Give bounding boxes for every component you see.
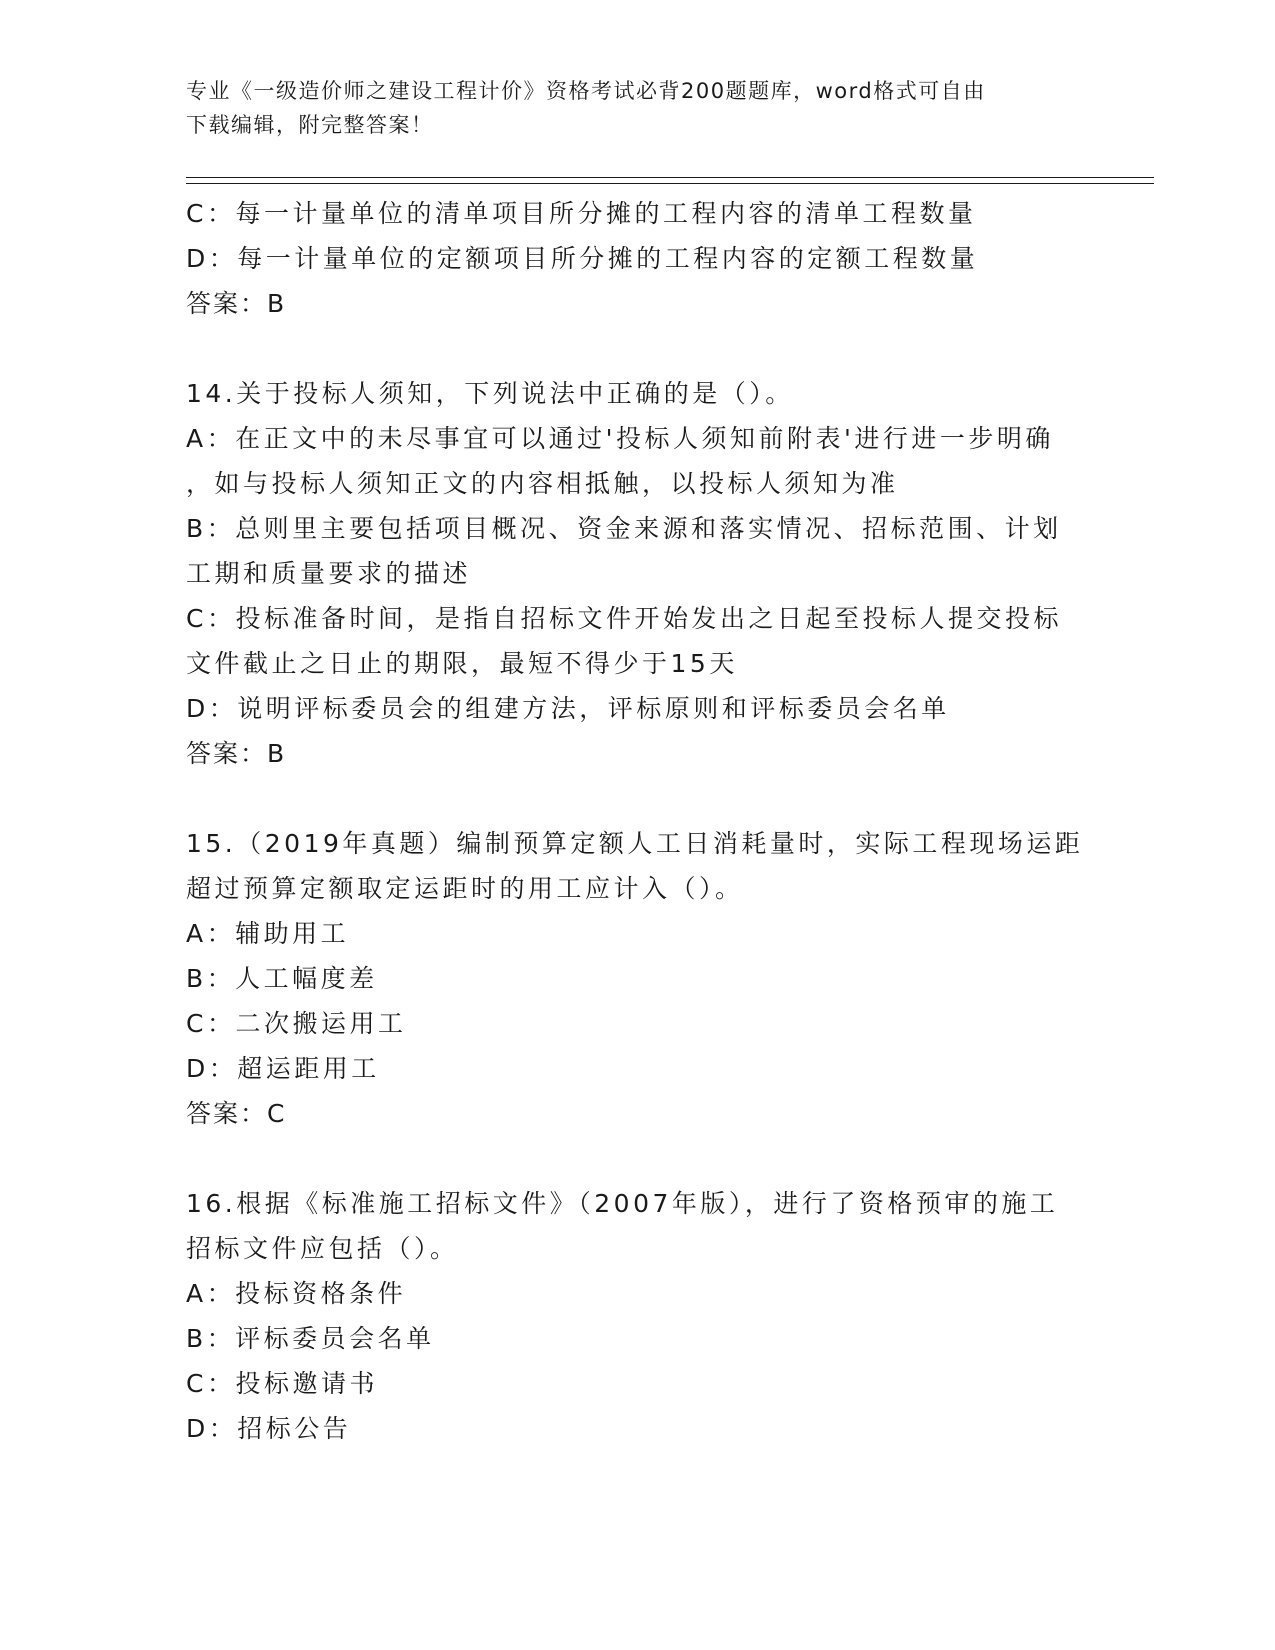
- question-15-block: [186, 821, 1086, 1136]
- option-b: B：评标委员会名单: [186, 1324, 435, 1353]
- option-a: A：投标资格条件: [186, 1279, 407, 1308]
- question-14-block: [186, 371, 1086, 776]
- question-16-block: [186, 1181, 1086, 1451]
- question-stem: 15.（2019年真题）编制预算定额人工日消耗量时，实际工程现场运距: [186, 829, 1084, 858]
- question-13-block: [186, 191, 1086, 326]
- header-divider-top: [186, 177, 1154, 178]
- option-a-continued: ，如与投标人须知正文的内容相抵触，以投标人须知为准: [186, 469, 899, 498]
- option-a: A：在正文中的未尽事宜可以通过'投标人须知前附表'进行进一步明确: [186, 424, 1054, 453]
- question-stem: 16.根据《标准施工招标文件》（2007年版），进行了资格预审的施工: [186, 1189, 1059, 1218]
- answer-line: 答案：C: [186, 1099, 287, 1128]
- header-line-1: 专业《一级造价师之建设工程计价》资格考试必背200题题库，word格式可自由: [186, 79, 986, 103]
- option-a: A：辅助用工: [186, 919, 350, 948]
- option-c: C：投标邀请书: [186, 1369, 378, 1398]
- option-b-continued: 工期和质量要求的描述: [186, 559, 472, 588]
- question-content: [186, 191, 1086, 1451]
- document-header: [186, 74, 1076, 142]
- question-stem-continued: 招标文件应包括（）。: [186, 1234, 459, 1263]
- option-d: D：说明评标委员会的组建方法，评标原则和评标委员会名单: [186, 694, 950, 723]
- answer-line: 答案：B: [186, 289, 287, 318]
- question-stem-continued: 超过预算定额取定运距时的用工应计入（）。: [186, 874, 744, 903]
- option-d: D：每一计量单位的定额项目所分摊的工程内容的定额工程数量: [186, 244, 979, 273]
- option-c: C：二次搬运用工: [186, 1009, 407, 1038]
- header-line-2: 下载编辑，附完整答案！: [186, 113, 434, 137]
- option-c: C：投标准备时间，是指自招标文件开始发出之日起至投标人提交投标: [186, 604, 1062, 633]
- header-divider-bottom: [186, 183, 1154, 184]
- spacer: [186, 326, 1086, 371]
- option-d: D：超运距用工: [186, 1054, 380, 1083]
- option-c: C：每一计量单位的清单项目所分摊的工程内容的清单工程数量: [186, 199, 977, 228]
- answer-line: 答案：B: [186, 739, 287, 768]
- spacer: [186, 1136, 1086, 1181]
- option-b: B：人工幅度差: [186, 964, 378, 993]
- option-b: B：总则里主要包括项目概况、资金来源和落实情况、招标范围、计划: [186, 514, 1062, 543]
- option-d: D：招标公告: [186, 1414, 352, 1443]
- question-stem: 14.关于投标人须知，下列说法中正确的是（）。: [186, 379, 794, 408]
- option-c-continued: 文件截止之日止的期限，最短不得少于15天: [186, 649, 738, 678]
- spacer: [186, 776, 1086, 821]
